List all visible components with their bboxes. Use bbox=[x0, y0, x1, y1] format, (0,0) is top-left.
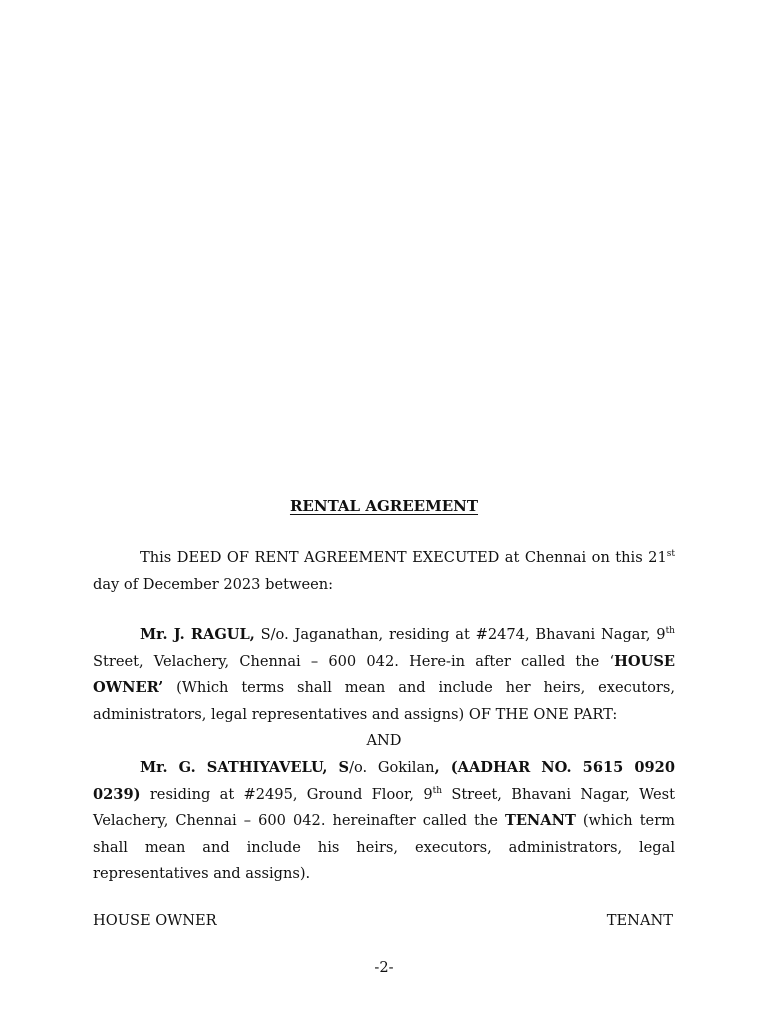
intro-text-2: day of December 2023 between: bbox=[93, 575, 334, 593]
document-title: RENTAL AGREEMENT bbox=[289, 497, 479, 515]
tenant-text-2: Street, Bhavani Nagar, West Velachery, Chennai – 600 042. hereinafter called the bbox=[93, 785, 675, 830]
owner-text-1: S/o. Jaganathan, residing at #2474, Bhavani Nagar, 9 bbox=[254, 626, 666, 643]
and-separator: AND bbox=[366, 732, 402, 749]
owner-street-suffix: th bbox=[665, 626, 675, 637]
tenant-comma: , bbox=[434, 759, 440, 776]
tenant-text-3: (which term shall mean and include his heirs, executors, administrators, legal representatives and assigns). bbox=[93, 812, 676, 883]
owner-text-3: (Which terms shall mean and include her heirs, executors, administrators, legal representatives and assigns) OF THE ONE PART: bbox=[93, 679, 675, 723]
owner-role: HOUSE OWNER’ bbox=[93, 652, 675, 697]
intro-date-suffix: st bbox=[666, 549, 675, 560]
intro-text-1: This DEED OF RENT AGREEMENT EXECUTED at Chennai on this 21 bbox=[140, 549, 667, 566]
intro-paragraph bbox=[93, 545, 675, 598]
owner-text-2: Street, Velachery, Chennai – 600 042. Here-in after called the ‘ bbox=[93, 652, 615, 670]
tenant-paragraph bbox=[93, 755, 675, 888]
tenant-role: TENANT bbox=[504, 812, 576, 830]
signature-tenant: TENANT bbox=[606, 912, 673, 929]
owner-name: Mr. J. RAGUL, bbox=[140, 626, 255, 643]
signature-house-owner: HOUSE OWNER bbox=[93, 912, 217, 929]
tenant-father: /o. Gokilan bbox=[349, 759, 435, 776]
tenant-text-1: residing at #2495, Ground Floor, 9 bbox=[140, 785, 433, 803]
tenant-street-suffix: th bbox=[432, 785, 443, 796]
tenant-name: Mr. G. SATHIYAVELU, S bbox=[140, 759, 350, 776]
page-number: -2- bbox=[374, 959, 394, 976]
tenant-aadhar: (AADHAR NO. 5615 0920 0239) bbox=[93, 759, 675, 803]
house-owner-paragraph bbox=[93, 622, 675, 728]
